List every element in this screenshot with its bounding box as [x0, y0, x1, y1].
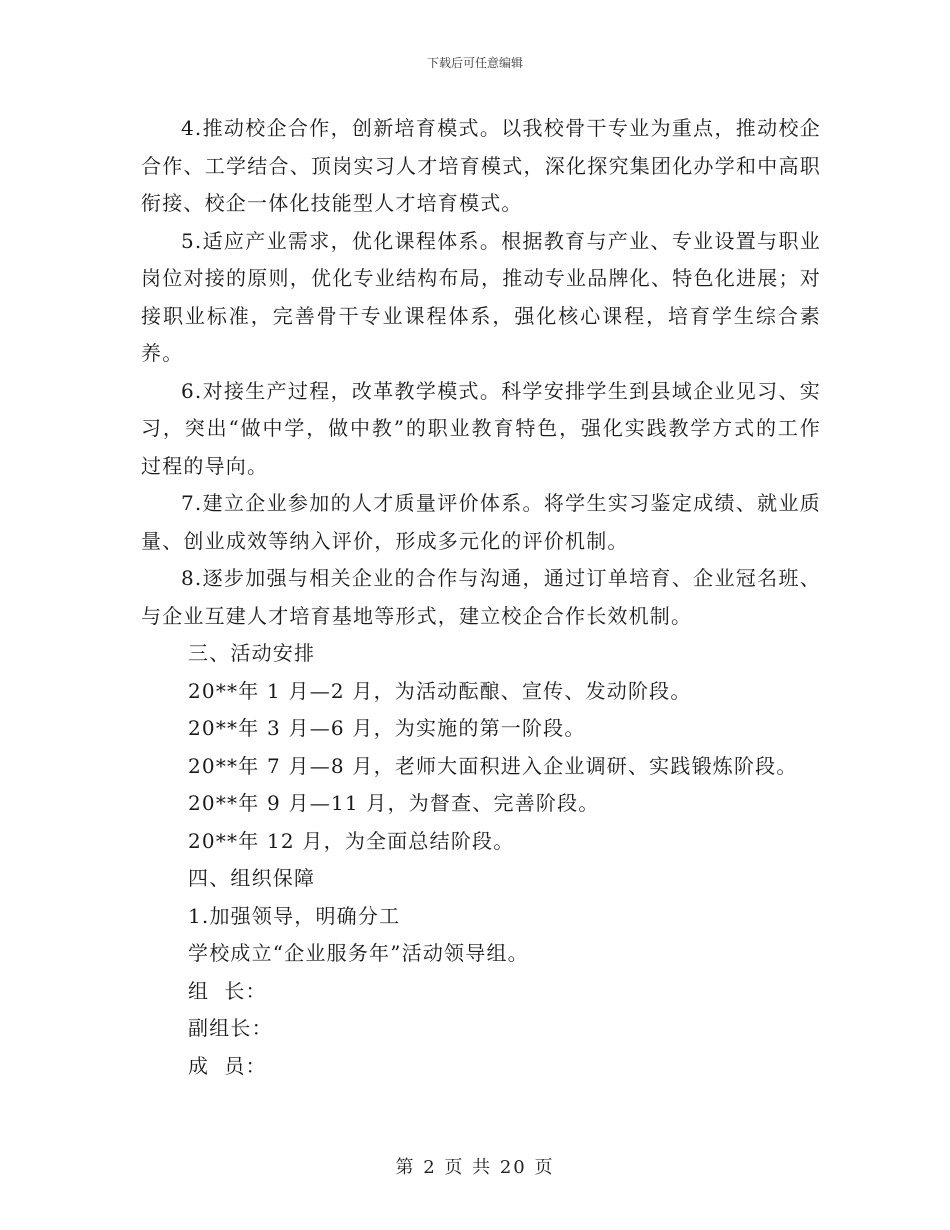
- section-heading-organization: 四、组织保障: [188, 866, 316, 890]
- paragraph-8: 8.逐步加强与相关企业的合作与沟通，通过订单培育、企业冠名班、与企业互建人才培育基地等形式，建立校企合作长效机制。: [141, 566, 821, 628]
- role-members: 成 员：: [188, 1053, 267, 1078]
- role-deputy-leader: 副组长：: [188, 1016, 273, 1040]
- page-number-footer: 第 2 页 共 20 页: [395, 1157, 555, 1178]
- page-content: [141, 110, 821, 1085]
- schedule-item: 20**年 3 月—6 月，为实施的第一阶段。: [188, 716, 586, 740]
- paragraph-5: 5.适应产业需求，优化课程体系。根据教育与产业、专业设置与职业岗位对接的原则，优化专业结构布局，推动专业品牌化、特色化进展；对接职业标准，完善骨干专业课程体系，强化核心课程，培育学生综合素养。: [141, 228, 821, 365]
- role-leader: 组 长：: [188, 978, 267, 1003]
- schedule-item: 20**年 7 月—8 月，老师大面积进入企业调研、实践锻炼阶段。: [188, 753, 798, 778]
- schedule-item: 20**年 1 月—2 月，为活动酝酿、宣传、发动阶段。: [188, 678, 692, 703]
- paragraph-6: 6.对接生产过程，改革教学模式。科学安排学生到县域企业见习、实习，突出“做中学，做中教”的职业教育特色，强化实践教学方式的工作过程的导向。: [141, 378, 821, 478]
- subsection-heading-leadership: 1.加强领导，明确分工: [188, 903, 401, 928]
- header-note: 下载后可任意编辑: [426, 56, 523, 70]
- section-heading-activity-schedule: 三、活动安排: [188, 641, 316, 665]
- schedule-item: 20**年 12 月，为全面总结阶段。: [188, 828, 515, 853]
- schedule-item: 20**年 9 月—11 月，为督查、完善阶段。: [188, 791, 600, 815]
- leadership-text: 学校成立“企业服务年”活动领导组。: [188, 941, 529, 965]
- paragraph-7: 7.建立企业参加的人才质量评价体系。将学生实习鉴定成绩、就业质量、创业成效等纳入评价，形成多元化的评价机制。: [141, 491, 821, 553]
- paragraph-4: 4.推动校企合作，创新培育模式。以我校骨干专业为重点，推动校企合作、工学结合、顶岗实习人才培育模式，深化探究集团化办学和中高职衔接、校企一体化技能型人才培育模式。: [141, 116, 821, 215]
